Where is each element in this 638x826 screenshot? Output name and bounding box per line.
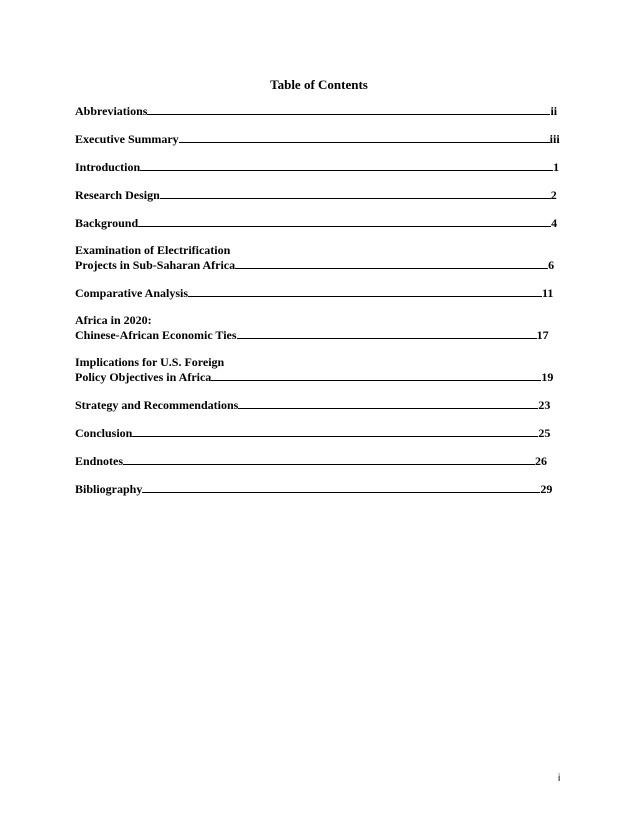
dot-leader: [147, 103, 550, 115]
dot-leader: [123, 453, 535, 465]
dot-leader: [132, 425, 538, 437]
toc-entry-page: 23: [538, 398, 551, 412]
toc-entry-endnotes[interactable]: [75, 453, 547, 468]
toc-entry-label: Endnotes: [75, 454, 124, 468]
page-number: i: [558, 773, 561, 784]
toc-entry-page: 17: [536, 328, 549, 342]
toc-entry-page: 4: [551, 216, 558, 230]
toc-entry-strategy-recommendations[interactable]: [75, 397, 550, 412]
toc-entry-page: ii: [550, 104, 558, 118]
toc-entry-label: Projects in Sub-Saharan Africa: [75, 258, 236, 272]
toc-entry-page: 11: [542, 286, 554, 300]
toc-entry-label-line1: Africa in 2020:: [75, 313, 152, 327]
toc-entry-label-line1: Implications for U.S. Foreign: [75, 355, 225, 369]
toc-entry-label: Research Design: [75, 188, 160, 202]
toc-entry-label: Background: [75, 216, 139, 230]
dot-leader: [211, 369, 541, 381]
toc-entry-page: 19: [541, 370, 554, 384]
dot-leader: [188, 285, 542, 297]
toc-entry-africa-2020[interactable]: [75, 313, 549, 342]
toc-entry-label: Conclusion: [75, 426, 133, 440]
toc-entry-introduction[interactable]: [75, 159, 559, 174]
toc-entry-page: 25: [538, 426, 551, 440]
toc-entry-background[interactable]: [75, 215, 557, 230]
toc-entry-page: 6: [548, 258, 555, 272]
toc-entry-conclusion[interactable]: [75, 425, 550, 440]
dot-leader: [238, 397, 538, 409]
toc-entry-page: 29: [540, 482, 553, 496]
toc-entry-label: Executive Summary: [75, 132, 179, 146]
toc-entry-label: Strategy and Recommendations: [75, 398, 239, 412]
dot-leader: [140, 159, 553, 171]
toc-entry-page: iii: [549, 132, 560, 146]
toc-entry-research-design[interactable]: [75, 187, 557, 202]
toc-entry-label: Abbreviations: [75, 104, 148, 118]
dot-leader: [179, 131, 550, 143]
toc-entry-bibliography[interactable]: [75, 481, 552, 496]
toc-entry-electrification-projects[interactable]: [75, 243, 554, 272]
dot-leader: [142, 481, 540, 493]
toc-entry-label: Bibliography: [75, 482, 143, 496]
toc-entry-executive-summary[interactable]: [75, 131, 560, 146]
toc-entry-label: Chinese-African Economic Ties: [75, 328, 237, 342]
toc-entry-page: 2: [550, 188, 557, 202]
toc-entry-label: Comparative Analysis: [75, 286, 189, 300]
dot-leader: [138, 215, 551, 227]
page-title: Table of Contents: [270, 77, 368, 92]
toc-entry-label-line1: Examination of Electrification: [75, 243, 231, 257]
toc-entry-comparative-analysis[interactable]: [75, 285, 553, 300]
toc-entry-label: Introduction: [75, 160, 141, 174]
toc-entry-us-foreign-policy[interactable]: [75, 355, 553, 384]
dot-leader: [235, 257, 548, 269]
toc-entry-page: 26: [535, 454, 548, 468]
toc-entry-label: Policy Objectives in Africa: [75, 370, 212, 384]
dot-leader: [237, 327, 537, 339]
toc-entry-page: 1: [553, 160, 560, 174]
toc-entry-abbreviations[interactable]: [75, 103, 557, 118]
dot-leader: [160, 187, 551, 199]
